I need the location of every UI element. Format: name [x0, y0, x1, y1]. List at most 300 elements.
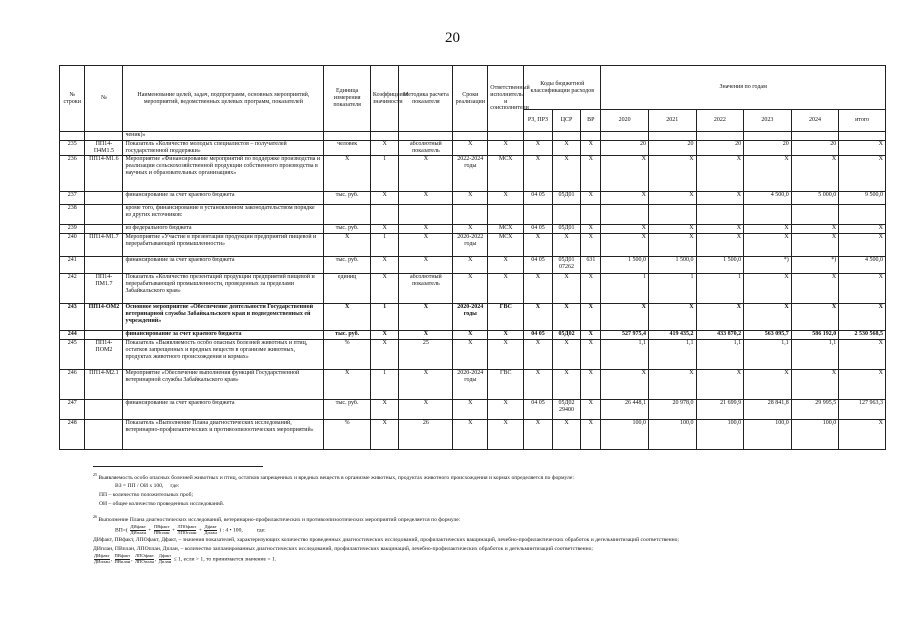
cell-method: X	[399, 400, 453, 420]
cell-y2022: 100,0	[696, 420, 744, 450]
cell-y2024: X	[791, 225, 839, 234]
cell-name: Основное мероприятие «Обеспечение деятельности Государственной ветеринарной службы Забайкальского края и подведомственных ей учреждений»	[123, 304, 324, 331]
cell-y2021	[648, 132, 696, 141]
cell-y2020: X	[601, 370, 649, 400]
cell-total	[839, 205, 886, 225]
cell-total	[839, 132, 886, 141]
footnote-26-def2: ДИплан, ПВплан, ЛПОплан, Дплан, – количество запланированных диагностических исследований, профилактических вакцинаций, лечебно-профилактических обработок и дегельминтизаций соответственно;	[93, 545, 593, 552]
cell-csr: X	[552, 156, 581, 192]
cell-csr: X	[552, 304, 581, 331]
cell-y2024: X	[791, 234, 839, 257]
cell-total: X	[839, 340, 886, 370]
cell-total: X	[839, 156, 886, 192]
cell-coef: 1	[370, 234, 399, 257]
cell-y2021: 419 435,2	[648, 331, 696, 340]
cell-terms: X	[453, 257, 488, 274]
table-row	[60, 420, 886, 450]
cell-y2024	[791, 205, 839, 225]
header-values-by-year: Значения по годам	[601, 66, 886, 110]
condition-text: ≤ 1, если > 1, то принимается значение = 1.	[173, 556, 277, 563]
cell-y2021: X	[648, 156, 696, 192]
cell-resp	[488, 205, 524, 225]
cell-y2022	[696, 205, 744, 225]
cell-resp: X	[488, 274, 524, 304]
cell-total: X	[839, 234, 886, 257]
header-terms: Сроки реализации	[453, 66, 488, 132]
cell-y2024: X	[791, 274, 839, 304]
formula-end: ) : 4 • 100,	[219, 528, 243, 535]
cell-resp: X	[488, 331, 524, 340]
cell-rz: 04 05	[524, 192, 553, 205]
footnote-25-def2: ОИ – общее количество проведенных исследований.	[99, 500, 225, 507]
cell-coef	[370, 132, 399, 141]
cell-coef: X	[370, 192, 399, 205]
cell-method: абсолютный показатель	[399, 141, 453, 156]
cell-method	[399, 132, 453, 141]
cell-terms: 2020-2022 годы	[453, 234, 488, 257]
cell-y2023: 100,0	[744, 420, 792, 450]
cell-terms: X	[453, 420, 488, 450]
cell-no: ПП14-ПОМ2	[85, 340, 123, 370]
cell-y2022: 1	[696, 274, 744, 304]
fraction-di: $\frac{\text{ДИфакт}}{\text{ДИплан}}$	[130, 524, 146, 536]
cell-row: 244	[60, 331, 85, 340]
cell-coef: X	[370, 340, 399, 370]
cell-method: X	[399, 304, 453, 331]
footnote-25-def1: ПП – количество положительных проб;	[99, 491, 194, 498]
cell-y2022: X	[696, 304, 744, 331]
cell-csr: 05Д01 07262	[552, 257, 581, 274]
cell-method: X	[399, 370, 453, 400]
cell-row: 242	[60, 274, 85, 304]
cell-y2023: X	[744, 156, 792, 192]
cell-vr: X	[581, 141, 601, 156]
cell-vr: X	[581, 225, 601, 234]
cell-y2022: X	[696, 370, 744, 400]
cell-y2024: 1,1	[791, 340, 839, 370]
cell-y2023: X	[744, 225, 792, 234]
cell-y2023: 28 841,8	[744, 400, 792, 420]
cell-terms: X	[453, 141, 488, 156]
cell-coef: X	[370, 225, 399, 234]
page-number: 20	[445, 30, 460, 46]
footnote-25	[93, 472, 893, 482]
cell-row: 246	[60, 370, 85, 400]
cell-coef: X	[370, 420, 399, 450]
cell-y2024: 586 192,0	[791, 331, 839, 340]
cell-no	[85, 400, 123, 420]
cell-unit: тыс. руб.	[324, 225, 371, 234]
cell-y2021: 1	[648, 274, 696, 304]
cell-csr: X	[552, 370, 581, 400]
cell-unit: X	[324, 156, 371, 192]
cell-y2020: X	[601, 225, 649, 234]
cell-y2024: 20	[791, 141, 839, 156]
cell-name: финансирование за счет краевого бюджета	[123, 192, 324, 205]
cell-y2022: 1,1	[696, 340, 744, 370]
cell-terms: X	[453, 192, 488, 205]
cell-y2022: X	[696, 225, 744, 234]
header-method: Методика расчета показателя	[399, 66, 453, 132]
cell-csr: 05Д02	[552, 331, 581, 340]
cell-method: X	[399, 331, 453, 340]
cell-unit: X	[324, 370, 371, 400]
cell-y2021: X	[648, 192, 696, 205]
cell-y2020: X	[601, 234, 649, 257]
cell-y2024: X	[791, 156, 839, 192]
cell-name: Мероприятие «Финансирование мероприятий по поддержке производства и реализации сельскохозяйственной продукции собственного производства в научных и образовательных организациях»	[123, 156, 324, 192]
cell-csr	[552, 205, 581, 225]
cell-y2024: X	[791, 370, 839, 400]
cell-name: финансирование за счет краевого бюджета	[123, 400, 324, 420]
cell-terms	[453, 132, 488, 141]
cell-y2021: 1 500,0	[648, 257, 696, 274]
cell-resp: X	[488, 400, 524, 420]
cell-name: кроме того, финансирование в установленном законодательством порядке из других источников:	[123, 205, 324, 225]
cell-name: финансирование за счет краевого бюджета	[123, 331, 324, 340]
cell-y2022: X	[696, 234, 744, 257]
cell-y2021: 20	[648, 141, 696, 156]
fraction-lpo: $\frac{\text{ЛПОфакт}}{\text{ЛПОплан}}$	[177, 524, 197, 536]
table-row	[60, 274, 886, 304]
cell-name: Мероприятие «Обеспечение выполнения функций Государственной ветеринарной службы Забайкальского края»	[123, 370, 324, 400]
table-row	[60, 370, 886, 400]
cell-rz: X	[524, 370, 553, 400]
cell-resp: X	[488, 257, 524, 274]
cell-csr: X	[552, 340, 581, 370]
cell-y2020: 100,0	[601, 420, 649, 450]
table-row	[60, 132, 886, 141]
cell-row: 248	[60, 420, 85, 450]
footnote-25-text: Выявляемость особо опасных болезней животных и птиц, остатков запрещенных и вредных веществ в организме животных, продуктах животного происхождения и кормах определяется по формуле:	[98, 474, 574, 481]
cell-rz: X	[524, 304, 553, 331]
cell-rz: X	[524, 141, 553, 156]
cell-rz: 04 05	[524, 225, 553, 234]
cell-rz: X	[524, 420, 553, 450]
cell-no	[85, 132, 123, 141]
cell-y2020: X	[601, 192, 649, 205]
cell-y2024: *)	[791, 257, 839, 274]
cell-y2022	[696, 132, 744, 141]
cell-vr: X	[581, 400, 601, 420]
cell-y2021: 100,0	[648, 420, 696, 450]
cell-method: X	[399, 257, 453, 274]
cell-method: абсолютный показатель	[399, 274, 453, 304]
table-row	[60, 192, 886, 205]
cell-coef	[370, 205, 399, 225]
footnote-25-formula: ВЗ = ПП / ОИ х 100,	[115, 483, 164, 490]
cell-y2022: 433 870,2	[696, 331, 744, 340]
cell-y2020: 26 448,1	[601, 400, 649, 420]
cell-row: 241	[60, 257, 85, 274]
header-budget-codes: Коды бюджетной классификации расходов	[524, 66, 601, 110]
cell-y2020: X	[601, 156, 649, 192]
cell-no	[85, 192, 123, 205]
cell-y2021: X	[648, 370, 696, 400]
footnote-25-mark: 25	[93, 472, 97, 477]
cell-y2021: X	[648, 304, 696, 331]
cell-total: X	[839, 225, 886, 234]
cell-rz: X	[524, 156, 553, 192]
program-table	[59, 65, 886, 450]
header-name: Наименование целей, задач, подпрограмм, основных мероприятий, мероприятий, ведомственных целевых программ, показателей	[123, 66, 324, 132]
cell-y2024	[791, 132, 839, 141]
cell-terms: X	[453, 225, 488, 234]
cell-row: 238	[60, 205, 85, 225]
cell-y2023: 1,1	[744, 340, 792, 370]
cell-csr: 05Д01	[552, 225, 581, 234]
cell-name: Мероприятие «Участие в презентации продукции предприятий пищевой и перерабатывающей промышленности»	[123, 234, 324, 257]
cell-total: X	[839, 304, 886, 331]
cell-name: ченик)»	[123, 132, 324, 141]
cell-y2021: X	[648, 234, 696, 257]
table-row	[60, 304, 886, 331]
footnote-26-mark: 26	[93, 514, 97, 520]
cell-rz: 04 05	[524, 257, 553, 274]
cell-csr: X	[552, 141, 581, 156]
cell-unit: %	[324, 420, 371, 450]
cell-method: X	[399, 192, 453, 205]
cell-rz: X	[524, 340, 553, 370]
cell-no: ПП14-П4М1.5	[85, 141, 123, 156]
footnote-26-where: где:	[256, 528, 266, 535]
header-no: №	[85, 66, 123, 132]
cell-y2024: 100,0	[791, 420, 839, 450]
cell-coef: X	[370, 141, 399, 156]
cell-resp: X	[488, 420, 524, 450]
cell-terms: X	[453, 274, 488, 304]
cell-vr: X	[581, 274, 601, 304]
cell-unit	[324, 132, 371, 141]
cell-unit: единиц	[324, 274, 371, 304]
cell-y2022: 1 500,0	[696, 257, 744, 274]
cell-vr: X	[581, 192, 601, 205]
cell-y2024: 5 000,0	[791, 192, 839, 205]
cell-vr: X	[581, 331, 601, 340]
cell-csr: X	[552, 234, 581, 257]
cell-resp: X	[488, 340, 524, 370]
cell-rz	[524, 205, 553, 225]
cell-rz: 04 05	[524, 400, 553, 420]
cell-resp: X	[488, 192, 524, 205]
cell-coef: X	[370, 274, 399, 304]
cell-y2020: 1 500,0	[601, 257, 649, 274]
header-2024: 2024	[791, 110, 839, 132]
cell-y2021: X	[648, 225, 696, 234]
cell-method: X	[399, 156, 453, 192]
cell-csr: X	[552, 274, 581, 304]
cell-csr: 05Д01	[552, 192, 581, 205]
cell-vr: X	[581, 370, 601, 400]
cell-y2022: X	[696, 192, 744, 205]
cell-csr	[552, 132, 581, 141]
cell-name: Показатель «Количество молодых специалистов – получателей государственной поддержки»	[123, 141, 324, 156]
cell-terms: X	[453, 331, 488, 340]
header-rz: РЗ, ПРЗ	[524, 110, 553, 132]
cell-y2020	[601, 132, 649, 141]
cell-terms	[453, 205, 488, 225]
cell-row: 239	[60, 225, 85, 234]
header-2022: 2022	[696, 110, 744, 132]
cell-y2023: *)	[744, 257, 792, 274]
cell-method	[399, 205, 453, 225]
cell-name: Показатель «Количество презентаций продукции предприятий пищевой и перерабатывающей промышленности, проведенных за пределами Забайкальского края»	[123, 274, 324, 304]
cell-total: 4 500,0	[839, 257, 886, 274]
cell-no	[85, 331, 123, 340]
footnote-25-where: где:	[170, 483, 180, 490]
header-unit: Единица измерения показателя	[324, 66, 371, 132]
cell-coef: X	[370, 257, 399, 274]
table-row	[60, 331, 886, 340]
cell-y2020	[601, 205, 649, 225]
footnote-26-text: Выполнение Плана диагностических исследований, ветеринарно-профилактических и противоэпизоотических мероприятий определяется по формуле:	[98, 516, 461, 523]
cell-terms: X	[453, 400, 488, 420]
cell-y2023: X	[744, 274, 792, 304]
cell-vr: 631	[581, 257, 601, 274]
header-2020: 2020	[601, 110, 649, 132]
cell-rz: X	[524, 274, 553, 304]
cell-vr: X	[581, 156, 601, 192]
cell-no: ПП14-ПМ1.7	[85, 274, 123, 304]
cell-name: из федерального бюджета	[123, 225, 324, 234]
cell-y2021: 1,1	[648, 340, 696, 370]
header-row-no: № строки	[60, 66, 85, 132]
cell-y2022: 20	[696, 141, 744, 156]
cell-y2023: X	[744, 370, 792, 400]
table-row	[60, 205, 886, 225]
cell-method: X	[399, 225, 453, 234]
table-row	[60, 156, 886, 192]
cell-total: X	[839, 420, 886, 450]
cell-y2020: X	[601, 304, 649, 331]
cell-name: Показатель «Выполнение Плана диагностических исследований, ветеринарно-профилактических и противоэпизоотических мероприятий»	[123, 420, 324, 450]
cell-name: Показатель «Выявляемость особо опасных болезней животных и птиц, остатков запрещенных и вредных веществ в организме животных, продуктах животного происхождения и кормах»	[123, 340, 324, 370]
cell-row: 245	[60, 340, 85, 370]
cell-no: ПП14-М1.6	[85, 156, 123, 192]
cell-vr: X	[581, 420, 601, 450]
table-row	[60, 225, 886, 234]
cell-vr: X	[581, 234, 601, 257]
cell-terms: 2020-2024 годы	[453, 304, 488, 331]
cell-no: ПП14-М2.1	[85, 370, 123, 400]
fraction-d: $\frac{\text{Дфакт}}{\text{Дплан}}$	[204, 524, 217, 536]
cell-unit: тыс. руб.	[324, 192, 371, 205]
cell-unit: %	[324, 340, 371, 370]
cell-resp: ГВС	[488, 304, 524, 331]
cell-rz	[524, 132, 553, 141]
cell-y2020: 527 975,4	[601, 331, 649, 340]
cell-unit: тыс. руб.	[324, 257, 371, 274]
cell-y2020: 1,1	[601, 340, 649, 370]
cell-y2020: 1	[601, 274, 649, 304]
cell-unit: тыс. руб.	[324, 331, 371, 340]
header-vr: ВР	[581, 110, 601, 132]
cell-resp: ГВС	[488, 370, 524, 400]
fraction-pv: $\frac{\text{ПВфакт}}{\text{ПВплан}}$	[153, 524, 170, 536]
cell-method: X	[399, 234, 453, 257]
cell-resp: МСХ	[488, 225, 524, 234]
footnote-26-def1: ДИфакт, ПВфакт, ЛПОфакт, Дфакт, – значения показателей, характеризующих количество проведенных диагностических исследований, профилактических вакцинаций, лечебно-профилактических обработок и дегельминтизаций соответственно;	[93, 537, 679, 544]
cell-total: 2 530 568,5	[839, 331, 886, 340]
footnote-26	[93, 514, 893, 524]
formula-start: ВП=(	[115, 528, 128, 535]
cell-no: ПП14-ОМ2	[85, 304, 123, 331]
footnote-separator	[93, 466, 263, 467]
cell-method: 26	[399, 420, 453, 450]
cell-csr: 05Д02 29400	[552, 400, 581, 420]
table-row	[60, 141, 886, 156]
table-row	[60, 257, 886, 274]
cell-vr	[581, 132, 601, 141]
cell-rz: X	[524, 234, 553, 257]
cell-name: финансирование за счет краевого бюджета	[123, 257, 324, 274]
cell-row: 236	[60, 156, 85, 192]
cell-csr: X	[552, 420, 581, 450]
cell-no	[85, 205, 123, 225]
cell-unit	[324, 205, 371, 225]
cell-resp: МСХ	[488, 156, 524, 192]
cell-row: 240	[60, 234, 85, 257]
cell-total: X	[839, 274, 886, 304]
cell-y2023: 563 095,7	[744, 331, 792, 340]
cell-no	[85, 420, 123, 450]
cell-y2024: X	[791, 304, 839, 331]
cell-resp: X	[488, 141, 524, 156]
header-responsible: Ответственный исполнитель и соисполнители	[488, 66, 524, 132]
table-row	[60, 234, 886, 257]
cell-total: X	[839, 141, 886, 156]
cell-terms: 2020-2024 годы	[453, 370, 488, 400]
footnote-26-formula: ВП=( $\frac{\text{ДИфакт}}{\text{ДИплан}}$ + $\frac{\text{ПВфакт}}{\text{ПВплан}}$ + $\frac{\text{ЛПОфакт}}{\text{ЛПОплан}}$ + $\frac{\text{Дфакт}}{\text{Дплан}}$ ) : 4 • 100, где:	[115, 524, 266, 536]
cell-unit: X	[324, 304, 371, 331]
cell-vr: X	[581, 304, 601, 331]
cell-no	[85, 225, 123, 234]
cell-no	[85, 257, 123, 274]
cell-row: 243	[60, 304, 85, 331]
cell-y2023: X	[744, 304, 792, 331]
cell-y2020: 20	[601, 141, 649, 156]
cell-unit: X	[324, 234, 371, 257]
cell-vr	[581, 205, 601, 225]
cell-coef: X	[370, 331, 399, 340]
header-total: итого	[839, 110, 886, 132]
cell-y2024: 29 995,5	[791, 400, 839, 420]
cell-row	[60, 132, 85, 141]
cell-terms: X	[453, 340, 488, 370]
cell-no: ПП14-М1.7	[85, 234, 123, 257]
cell-coef: 1	[370, 370, 399, 400]
table-row	[60, 400, 886, 420]
cell-y2023: 20	[744, 141, 792, 156]
cell-y2022: 21 699,9	[696, 400, 744, 420]
cell-y2023: 4 500,0	[744, 192, 792, 205]
cell-resp: МСХ	[488, 234, 524, 257]
cell-resp	[488, 132, 524, 141]
header-csr: ЦСР	[552, 110, 581, 132]
cell-y2023	[744, 205, 792, 225]
cell-vr: X	[581, 340, 601, 370]
cell-coef: 1	[370, 304, 399, 331]
table-row	[60, 340, 886, 370]
header-2021: 2021	[648, 110, 696, 132]
cell-row: 247	[60, 400, 85, 420]
header-2023: 2023	[744, 110, 792, 132]
cell-coef: 1	[370, 156, 399, 192]
cell-total: X	[839, 370, 886, 400]
cell-total: 127 963,3	[839, 400, 886, 420]
cell-y2022: X	[696, 156, 744, 192]
cell-y2021	[648, 205, 696, 225]
